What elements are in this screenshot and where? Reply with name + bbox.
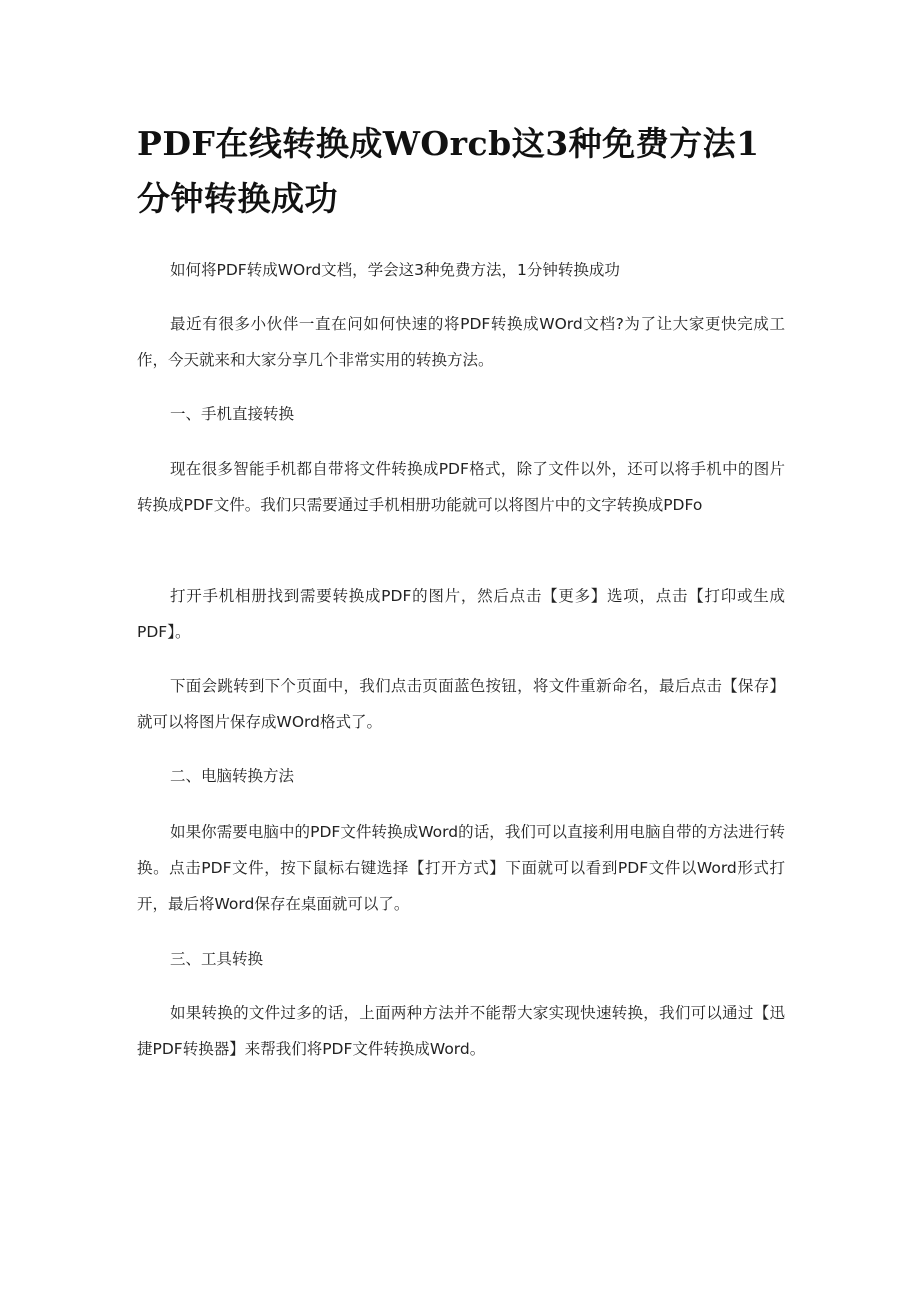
paragraph-tool: 如果转换的文件过多的话，上面两种方法并不能帮大家实现快速转换，我们可以通过【迅捷PDF转换器】来帮我们将PDF文件转换成Word。 bbox=[137, 1004, 785, 1058]
paragraph-intro: 如何将PDF转成WOrd文档，学会这3种免费方法，1分钟转换成功 bbox=[170, 261, 620, 279]
paragraph-phone-step1: 打开手机相册找到需要转换成PDF的图片，然后点击【更多】选项，点击【打印或生成PDF】。 bbox=[137, 587, 785, 641]
paragraph-background: 最近有很多小伙伴一直在问如何快速的将PDF转换成WOrd文档?为了让大家更快完成工作，今天就来和大家分享几个非常实用的转换方法。 bbox=[137, 315, 785, 369]
paragraph-phone-step2: 下面会跳转到下个页面中，我们点击页面蓝色按钮，将文件重新命名，最后点击【保存】就可以将图片保存成WOrd格式了。 bbox=[137, 677, 785, 731]
paragraph-computer: 如果你需要电脑中的PDF文件转换成Word的话，我们可以直接利用电脑自带的方法进行转换。点击PDF文件，按下鼠标右键选择【打开方式】下面就可以看到PDF文件以Word形式打开，最后将Word保存在桌面就可以了。 bbox=[137, 823, 785, 913]
paragraph-phone-intro: 现在很多智能手机都自带将文件转换成PDF格式，除了文件以外，还可以将手机中的图片转换成PDF文件。我们只需要通过手机相册功能就可以将图片中的文字转换成PDFo bbox=[137, 460, 785, 514]
document-title: PDF在线转换成WOrcb这3种免费方法1分钟转换成功 bbox=[137, 124, 760, 218]
section-heading-computer: 二、电脑转换方法 bbox=[170, 767, 295, 785]
section-heading-tool: 三、工具转换 bbox=[170, 950, 264, 968]
section-heading-phone: 一、手机直接转换 bbox=[170, 405, 295, 423]
